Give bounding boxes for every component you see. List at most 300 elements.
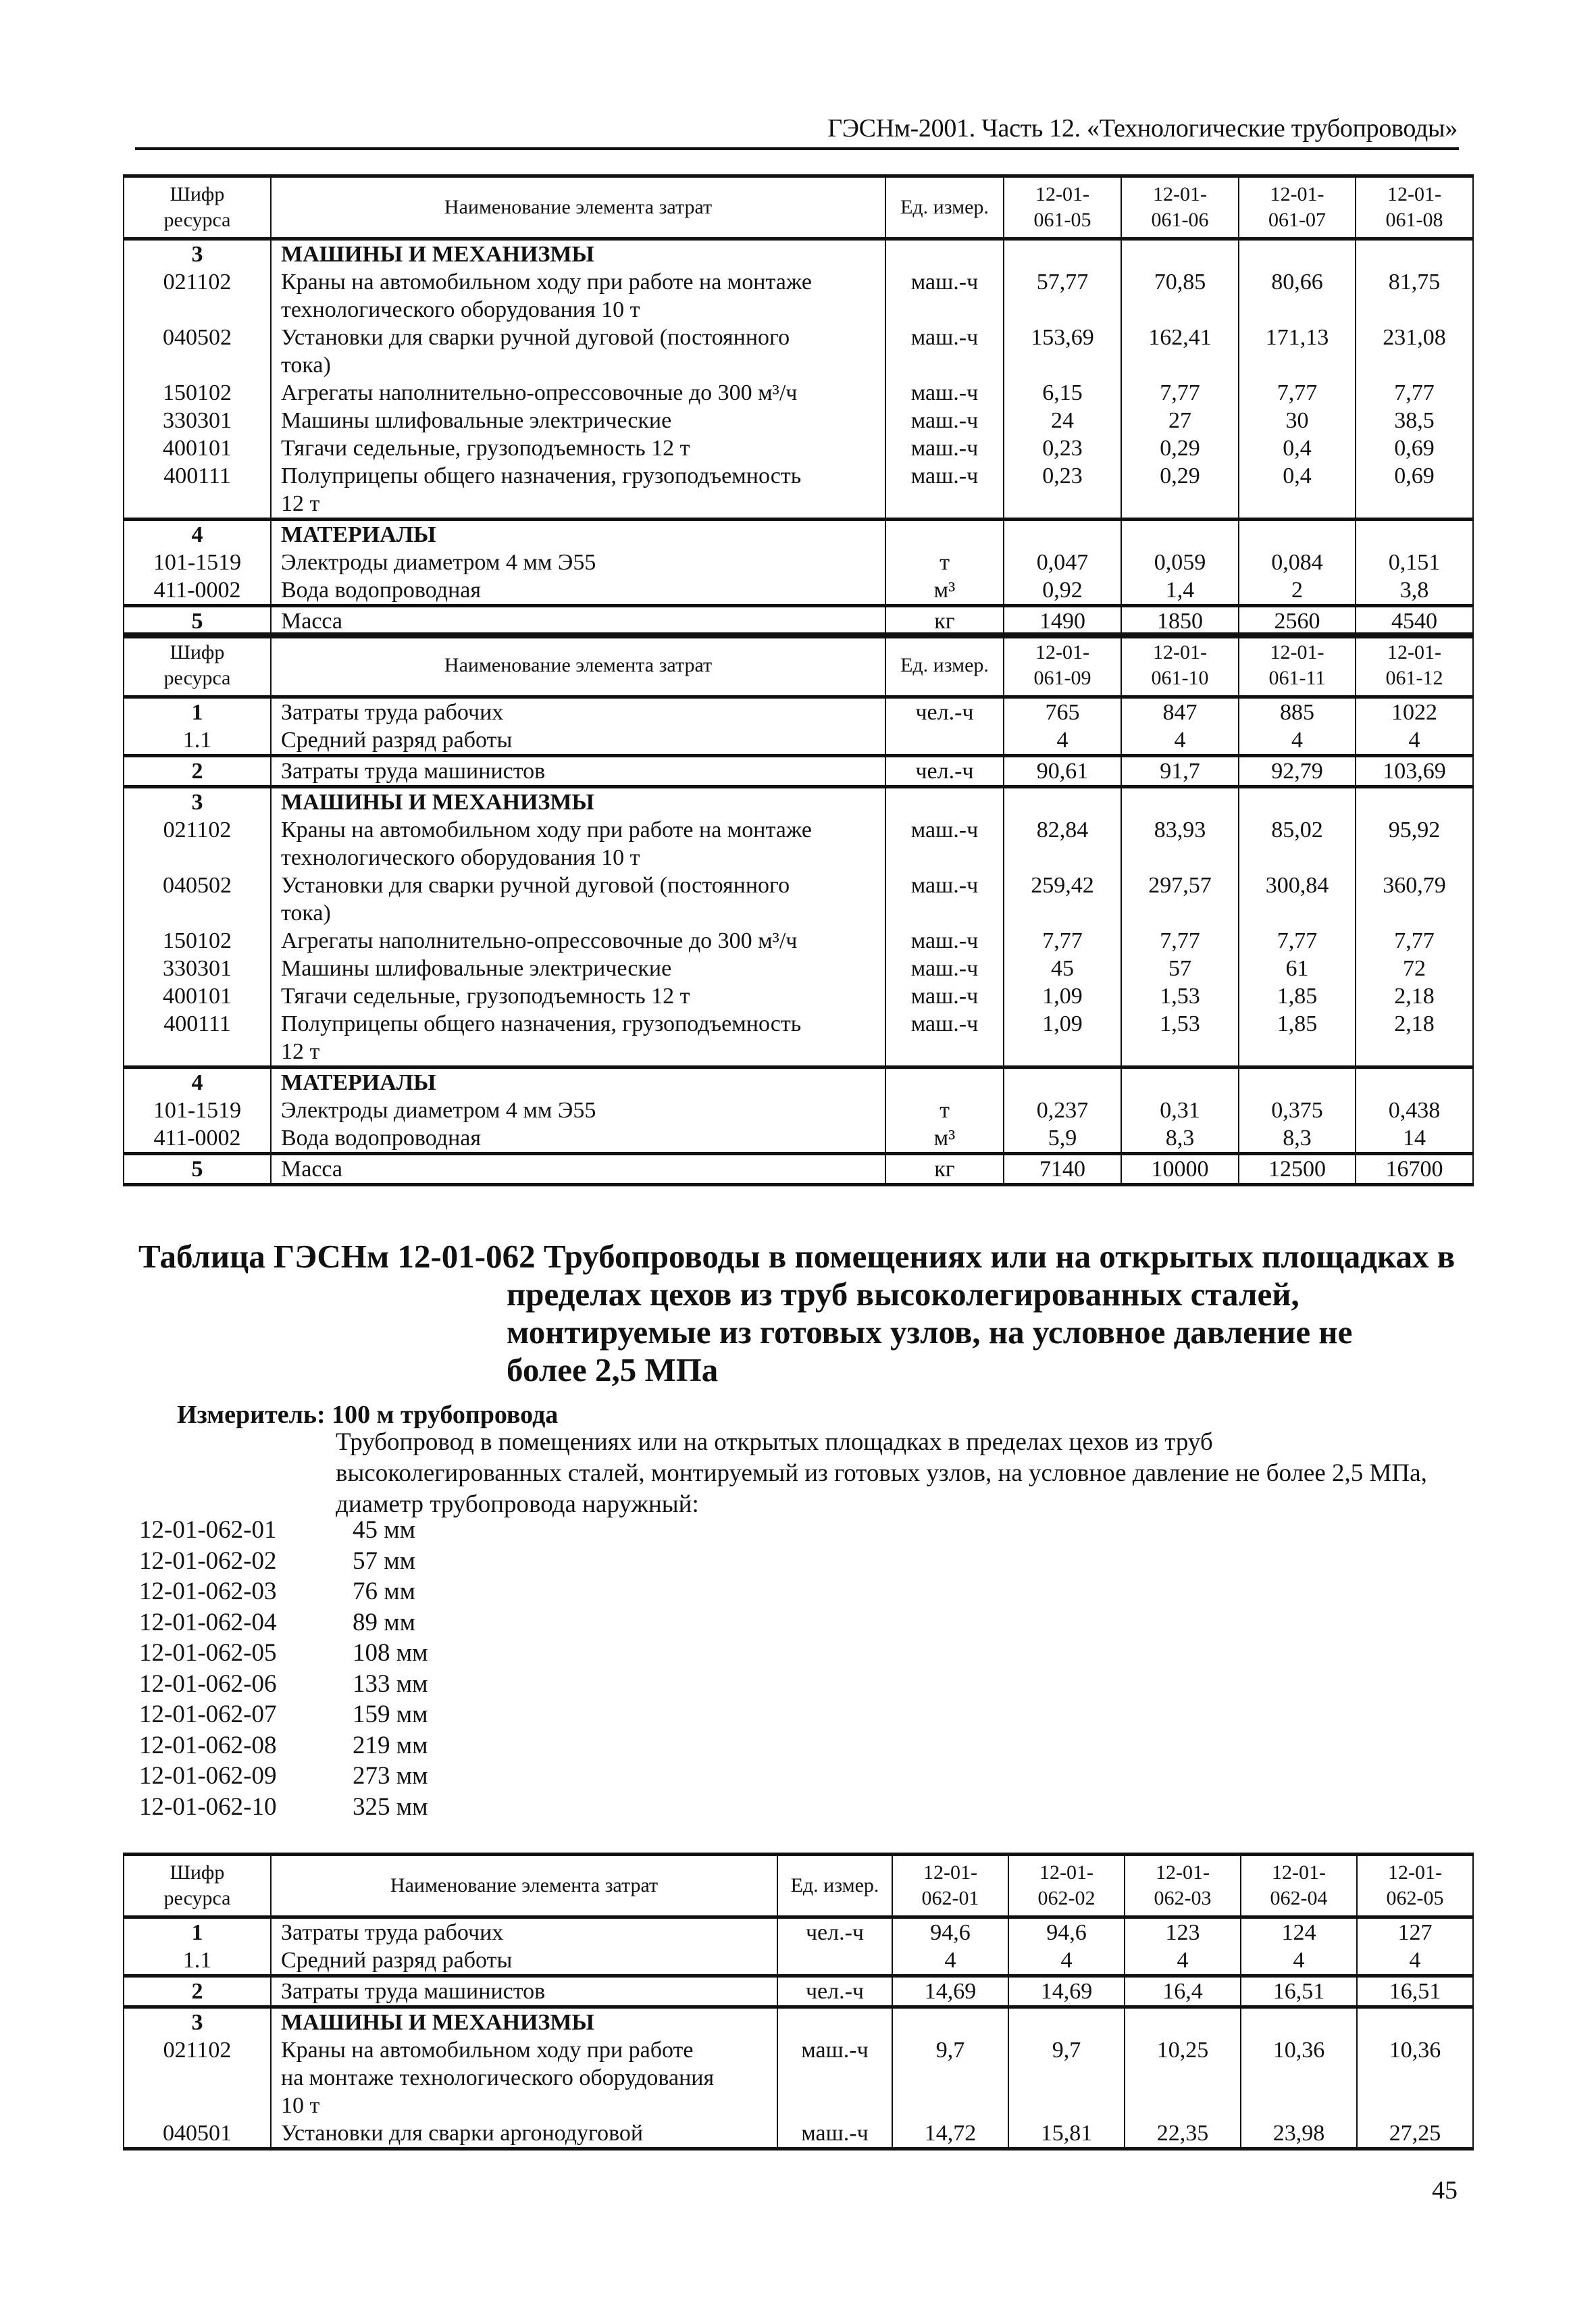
norm-value: 10,36 — [1357, 2036, 1473, 2119]
norm-value: 7,77 — [1121, 379, 1239, 407]
norm-value — [892, 2007, 1008, 2037]
norm-value — [1004, 787, 1121, 817]
norm-code-item — [139, 1761, 428, 1792]
cost-element-name-line: 10 т — [281, 2093, 320, 2118]
norm-value: 6,15 — [1004, 379, 1121, 407]
cost-element-name-line: тока) — [281, 353, 331, 378]
table-row — [124, 816, 1473, 872]
norm-value: 14,69 — [1008, 1976, 1125, 2007]
resource-code: 4 — [124, 1067, 271, 1097]
norm-value — [1121, 787, 1239, 817]
table-row — [124, 872, 1473, 927]
norm-value: 72 — [1356, 955, 1473, 982]
pipe-diameter: 76 мм — [353, 1578, 416, 1605]
cost-element-name-line: МАТЕРИАЛЫ — [281, 522, 436, 547]
col-header-norm-code-line: 12-01- — [1388, 1861, 1442, 1884]
col-header-norm-code-line: 061-07 — [1268, 209, 1326, 231]
pipe-diameter: 273 мм — [353, 1762, 428, 1790]
norm-code-item — [139, 1638, 428, 1669]
norm-value — [1008, 2007, 1125, 2037]
norm-value — [1356, 1067, 1473, 1097]
col-header-unit: Ед. измер. — [885, 634, 1004, 697]
cost-element-name — [271, 1010, 885, 1067]
norm-value: 4540 — [1356, 606, 1473, 637]
norm-value: 9,7 — [892, 2036, 1008, 2119]
norm-value: 10,25 — [1125, 2036, 1241, 2119]
table-row — [124, 434, 1473, 462]
norm-code-list — [139, 1515, 428, 1822]
norm-value: 103,69 — [1356, 756, 1473, 787]
col-header-code-line: Шифр — [170, 1861, 225, 1884]
cost-element-name — [271, 787, 885, 817]
work-description: Трубопровод в помещениях или на открытых площадках в пределах цехов из труб высоколегированных сталей, монтируемый из готовых узлов, на условное давление не более 2,5 МПа, диаметр трубопровода наружный: — [336, 1428, 1427, 1518]
unit-of-measure: чел.-ч — [885, 756, 1004, 787]
cost-element-name-line: Электроды диаметром 4 мм Э55 — [281, 550, 596, 575]
norm-value — [1004, 239, 1121, 269]
norm-table-062-01-05 — [123, 1853, 1474, 2150]
resource-code: 150102 — [124, 927, 271, 955]
resource-code: 400101 — [124, 434, 271, 462]
norm-value: 22,35 — [1125, 2119, 1241, 2149]
resource-code: 1.1 — [124, 726, 271, 756]
norm-code-item — [139, 1546, 428, 1577]
norm-code: 12-01-062-06 — [139, 1669, 277, 1698]
unit-of-measure: маш.-ч — [885, 268, 1004, 324]
col-header-code-line: ресурса — [163, 1887, 231, 1909]
resource-code: 411-0002 — [124, 576, 271, 606]
norm-value: 0,237 — [1004, 1097, 1121, 1124]
norm-value: 15,81 — [1008, 2119, 1125, 2149]
col-header-norm-code-line: 061-12 — [1385, 667, 1443, 689]
unit-of-measure: маш.-ч — [885, 1010, 1004, 1067]
resource-code: 3 — [124, 2007, 271, 2037]
cost-element-name — [271, 697, 885, 727]
norm-value: 0,31 — [1121, 1097, 1239, 1124]
pipe-diameter: 159 мм — [353, 1701, 428, 1728]
table-row — [124, 1154, 1473, 1185]
cost-element-name-line: Затраты труда рабочих — [281, 1920, 504, 1945]
cost-element-name-line: тока) — [281, 901, 331, 926]
col-header-name: Наименование элемента затрат — [271, 1855, 777, 1917]
norm-value: 1,4 — [1121, 576, 1239, 606]
cost-element-name — [271, 576, 885, 606]
norm-code-item — [139, 1669, 428, 1700]
norm-value: 0,375 — [1239, 1097, 1356, 1124]
norm-value: 16,51 — [1357, 1976, 1473, 2007]
norm-value: 10000 — [1121, 1154, 1239, 1185]
norm-value: 91,7 — [1121, 756, 1239, 787]
norm-value: 24 — [1004, 407, 1121, 434]
cost-element-name-line: Затраты труда машинистов — [281, 759, 546, 784]
resource-code: 5 — [124, 606, 271, 637]
norm-value — [1239, 787, 1356, 817]
norm-value: 2560 — [1239, 606, 1356, 637]
norm-value: 90,61 — [1004, 756, 1121, 787]
page-number: 45 — [1432, 2176, 1458, 2205]
table-row — [124, 726, 1473, 756]
norm-value: 2,18 — [1356, 982, 1473, 1010]
norm-value: 27 — [1121, 407, 1239, 434]
norm-value: 1,85 — [1239, 1010, 1356, 1067]
col-header-unit: Ед. измер. — [777, 1855, 892, 1917]
col-header-unit: Ед. измер. — [885, 176, 1004, 239]
col-header-norm-code-line: 062-05 — [1386, 1887, 1444, 1909]
cost-element-name — [271, 462, 885, 520]
unit-of-measure: маш.-ч — [885, 955, 1004, 982]
resource-code: 2 — [124, 1976, 271, 2007]
norm-value: 153,69 — [1004, 324, 1121, 379]
norm-value — [1357, 2007, 1473, 2037]
norm-value: 847 — [1121, 697, 1239, 727]
norm-value: 1022 — [1356, 697, 1473, 727]
cost-element-name-line: Средний разряд работы — [281, 728, 513, 753]
norm-value: 30 — [1239, 407, 1356, 434]
cost-element-name-line: Краны на автомобильном ходу при работе — [281, 2038, 694, 2063]
unit-of-measure: кг — [885, 1154, 1004, 1185]
cost-element-name-line: Агрегаты наполнительно-опрессовочные до 300 м³/ч — [281, 380, 798, 405]
cost-element-name-line: Масса — [281, 609, 343, 634]
col-header-code — [124, 176, 271, 239]
norm-table-061-09-12 — [123, 632, 1474, 1186]
col-header-norm-code — [1004, 176, 1121, 239]
col-header-norm-code-line: 061-11 — [1268, 667, 1326, 689]
norm-value — [1239, 239, 1356, 269]
norm-code-item — [139, 1515, 428, 1546]
norm-value: 7,77 — [1239, 379, 1356, 407]
table-row — [124, 1946, 1473, 1976]
unit-of-measure — [777, 1946, 892, 1976]
table-row — [124, 697, 1473, 727]
norm-value — [1241, 2007, 1357, 2037]
cost-element-name — [271, 407, 885, 434]
norm-code-item — [139, 1730, 428, 1761]
col-header-norm-code-line: 061-06 — [1151, 209, 1209, 231]
cost-element-name-line: Полуприцепы общего назначения, грузоподъемность — [281, 1011, 802, 1036]
cost-element-name-line: Масса — [281, 1157, 343, 1182]
table-row — [124, 2036, 1473, 2119]
section-group-row — [124, 239, 1473, 269]
unit-of-measure: маш.-ч — [777, 2036, 892, 2119]
cost-element-name — [271, 434, 885, 462]
cost-element-name — [271, 756, 885, 787]
norm-code: 12-01-062-10 — [139, 1792, 277, 1821]
norm-value: 1490 — [1004, 606, 1121, 637]
norm-value: 12500 — [1239, 1154, 1356, 1185]
norm-value: 4 — [1357, 1946, 1473, 1976]
table-row — [124, 576, 1473, 606]
norm-value: 38,5 — [1356, 407, 1473, 434]
norm-value: 27,25 — [1357, 2119, 1473, 2149]
col-header-code-line: ресурса — [163, 667, 231, 689]
norm-value — [1356, 787, 1473, 817]
col-header-norm-code-line: 061-08 — [1385, 209, 1443, 231]
cost-element-name-line: 12 т — [281, 491, 320, 516]
col-header-norm-code-line: 12-01- — [1156, 1861, 1210, 1884]
table-row — [124, 549, 1473, 576]
cost-element-name — [271, 2007, 777, 2037]
section-title-line: более 2,5 МПа — [507, 1351, 719, 1388]
resource-code: 1 — [124, 697, 271, 727]
norm-value: 8,3 — [1239, 1124, 1356, 1154]
norm-value: 2 — [1239, 576, 1356, 606]
unit-of-measure: кг — [885, 606, 1004, 637]
resource-code: 411-0002 — [124, 1124, 271, 1154]
col-header-norm-code-line: 12-01- — [923, 1861, 977, 1884]
cost-element-name — [271, 955, 885, 982]
norm-code-item — [139, 1699, 428, 1730]
resource-code: 021102 — [124, 268, 271, 324]
norm-value — [1239, 1067, 1356, 1097]
norm-value: 0,69 — [1356, 434, 1473, 462]
col-header-name: Наименование элемента затрат — [271, 634, 885, 697]
cost-element-name-line: Установки для сварки аргонодуговой — [281, 2121, 644, 2146]
unit-of-measure: маш.-ч — [885, 462, 1004, 520]
norm-value: 0,4 — [1239, 462, 1356, 520]
norm-value: 4 — [1241, 1946, 1357, 1976]
section-group-row — [124, 520, 1473, 549]
cost-element-name-line: технологического оборудования 10 т — [281, 297, 640, 322]
table-row — [124, 756, 1473, 787]
col-header-norm-code — [1241, 1855, 1357, 1917]
norm-value: 127 — [1357, 1917, 1473, 1947]
col-header-norm-code-line: 061-10 — [1151, 667, 1209, 689]
col-header-norm-code — [1125, 1855, 1241, 1917]
norm-value — [1004, 1067, 1121, 1097]
resource-code: 1.1 — [124, 1946, 271, 1976]
section-title-line: монтируемые из готовых узлов, на условное давление не — [507, 1313, 1353, 1351]
cost-element-name-line: Агрегаты наполнительно-опрессовочные до 300 м³/ч — [281, 928, 798, 953]
norm-value: 123 — [1125, 1917, 1241, 1947]
norm-value — [1356, 520, 1473, 549]
resource-code: 3 — [124, 239, 271, 269]
resource-code: 040502 — [124, 872, 271, 927]
resource-code: 1 — [124, 1917, 271, 1947]
col-header-norm-code-line: 12-01- — [1387, 183, 1441, 205]
norm-code: 12-01-062-05 — [139, 1639, 277, 1667]
norm-value: 16700 — [1356, 1154, 1473, 1185]
norm-value: 7,77 — [1356, 379, 1473, 407]
norm-value: 16,4 — [1125, 1976, 1241, 2007]
norm-value: 297,57 — [1121, 872, 1239, 927]
norm-value: 14,72 — [892, 2119, 1008, 2149]
col-header-norm-code-line: 062-03 — [1154, 1887, 1212, 1909]
norm-value: 4 — [1004, 726, 1121, 756]
norm-value: 4 — [1356, 726, 1473, 756]
norm-value: 0,29 — [1121, 462, 1239, 520]
section-title — [138, 1238, 1462, 1389]
col-header-norm-code-line: 12-01- — [1272, 1861, 1326, 1884]
col-header-norm-code — [892, 1855, 1008, 1917]
norm-code: 12-01-062-04 — [139, 1608, 277, 1636]
unit-of-measure: маш.-ч — [885, 816, 1004, 872]
resource-code: 400111 — [124, 462, 271, 520]
section-title-line: пределах цехов из труб высоколегированных сталей, — [507, 1276, 1299, 1313]
norm-value: 61 — [1239, 955, 1356, 982]
resource-code: 040502 — [124, 324, 271, 379]
norm-value — [1121, 1067, 1239, 1097]
cost-element-name-line: МАШИНЫ И МЕХАНИЗМЫ — [281, 2010, 594, 2035]
col-header-norm-code-line: 12-01- — [1039, 1861, 1093, 1884]
resource-code: 101-1519 — [124, 1097, 271, 1124]
cost-element-name-line: Полуприцепы общего назначения, грузоподъемность — [281, 463, 802, 488]
norm-value: 0,69 — [1356, 462, 1473, 520]
resource-code: 101-1519 — [124, 549, 271, 576]
norm-value: 765 — [1004, 697, 1121, 727]
cost-element-name — [271, 1976, 777, 2007]
col-header-norm-code-line: 062-04 — [1270, 1887, 1328, 1909]
norm-code-item — [139, 1576, 428, 1607]
table-row — [124, 379, 1473, 407]
norm-value: 162,41 — [1121, 324, 1239, 379]
cost-element-name — [271, 239, 885, 269]
running-header: ГЭСНм-2001. Часть 12. «Технологические трубопроводы» — [827, 114, 1458, 143]
cost-element-name — [271, 2036, 777, 2119]
cost-element-name — [271, 816, 885, 872]
norm-value: 45 — [1004, 955, 1121, 982]
norm-value: 0,4 — [1239, 434, 1356, 462]
col-header-norm-code — [1356, 634, 1473, 697]
cost-element-name-line: Вода водопроводная — [281, 1126, 481, 1151]
col-header-norm-code-line: 12-01- — [1270, 183, 1324, 205]
header-rule — [135, 147, 1459, 150]
norm-value: 92,79 — [1239, 756, 1356, 787]
col-header-norm-code — [1004, 634, 1121, 697]
norm-value: 4 — [1125, 1946, 1241, 1976]
norm-value: 85,02 — [1239, 816, 1356, 872]
norm-value: 0,059 — [1121, 549, 1239, 576]
norm-value: 885 — [1239, 697, 1356, 727]
cost-element-name — [271, 1917, 777, 1947]
col-header-norm-code-line: 061-09 — [1033, 667, 1091, 689]
norm-value: 4 — [1239, 726, 1356, 756]
unit-of-measure: т — [885, 1097, 1004, 1124]
resource-code: 2 — [124, 756, 271, 787]
pipe-diameter: 89 мм — [353, 1608, 416, 1636]
norm-value: 1850 — [1121, 606, 1239, 637]
col-header-code-line: Шифр — [170, 183, 225, 205]
section-group-row — [124, 787, 1473, 817]
norm-value: 94,6 — [1008, 1917, 1125, 1947]
norm-value: 95,92 — [1356, 816, 1473, 872]
norm-value: 3,8 — [1356, 576, 1473, 606]
cost-element-name-line: на монтаже технологического оборудования — [281, 2065, 715, 2090]
unit-of-measure: м³ — [885, 576, 1004, 606]
cost-element-name-line: 12 т — [281, 1039, 320, 1064]
unit-of-measure — [885, 1067, 1004, 1097]
norm-code-item — [139, 1792, 428, 1823]
col-header-norm-code — [1239, 176, 1356, 239]
cost-element-name-line: технологического оборудования 10 т — [281, 845, 640, 870]
norm-value — [1121, 520, 1239, 549]
unit-of-measure: маш.-ч — [885, 434, 1004, 462]
cost-element-name — [271, 1124, 885, 1154]
resource-code: 021102 — [124, 2036, 271, 2119]
col-header-norm-code-line: 12-01- — [1035, 641, 1089, 663]
cost-element-name-line: Затраты труда рабочих — [281, 700, 504, 725]
unit-of-measure: маш.-ч — [885, 982, 1004, 1010]
norm-value: 10,36 — [1241, 2036, 1357, 2119]
norm-value — [1004, 520, 1121, 549]
unit-of-measure — [885, 239, 1004, 269]
cost-element-name — [271, 2119, 777, 2149]
norm-value: 8,3 — [1121, 1124, 1239, 1154]
unit-of-measure: чел.-ч — [885, 697, 1004, 727]
norm-value: 80,66 — [1239, 268, 1356, 324]
table-row — [124, 1010, 1473, 1067]
cost-element-name — [271, 726, 885, 756]
cost-element-name-line: Затраты труда машинистов — [281, 1979, 546, 2004]
norm-value: 124 — [1241, 1917, 1357, 1947]
col-header-norm-code — [1121, 634, 1239, 697]
unit-of-measure — [885, 787, 1004, 817]
cost-element-name-line: Установки для сварки ручной дуговой (постоянного — [281, 325, 790, 350]
col-header-norm-code — [1008, 1855, 1125, 1917]
pipe-diameter: 325 мм — [353, 1792, 428, 1821]
resource-code: 021102 — [124, 816, 271, 872]
pipe-diameter: 219 мм — [353, 1731, 428, 1759]
col-header-code-line: ресурса — [163, 209, 231, 231]
col-header-norm-code — [1356, 176, 1473, 239]
norm-value: 300,84 — [1239, 872, 1356, 927]
resource-code: 040501 — [124, 2119, 271, 2149]
table-row — [124, 1097, 1473, 1124]
cost-element-name — [271, 268, 885, 324]
table-row — [124, 324, 1473, 379]
col-header-code — [124, 634, 271, 697]
norm-value: 14,69 — [892, 1976, 1008, 2007]
norm-code: 12-01-062-02 — [139, 1546, 277, 1575]
col-header-norm-code — [1239, 634, 1356, 697]
cost-element-name — [271, 1067, 885, 1097]
resource-code: 3 — [124, 787, 271, 817]
table-row — [124, 2119, 1473, 2149]
table-header-row — [124, 634, 1473, 697]
cost-element-name — [271, 549, 885, 576]
norm-value: 70,85 — [1121, 268, 1239, 324]
norm-value: 82,84 — [1004, 816, 1121, 872]
norm-table-061-05-08 — [123, 174, 1474, 638]
table-row — [124, 1976, 1473, 2007]
section-title-line: Таблица ГЭСНм 12-01-062 Трубопроводы в помещениях или на открытых площадках в — [138, 1238, 1456, 1275]
section-group-row — [124, 2007, 1473, 2037]
unit-of-measure: маш.-ч — [777, 2119, 892, 2149]
resource-code: 400101 — [124, 982, 271, 1010]
pipe-diameter: 133 мм — [353, 1669, 428, 1698]
norm-value: 7,77 — [1004, 927, 1121, 955]
norm-code: 12-01-062-08 — [139, 1731, 277, 1759]
norm-value: 0,23 — [1004, 434, 1121, 462]
cost-element-name-line: МАШИНЫ И МЕХАНИЗМЫ — [281, 790, 594, 815]
col-header-norm-code-line: 12-01- — [1035, 183, 1089, 205]
norm-value: 0,151 — [1356, 549, 1473, 576]
unit-of-measure: маш.-ч — [885, 927, 1004, 955]
cost-element-name — [271, 982, 885, 1010]
norm-code: 12-01-062-09 — [139, 1762, 277, 1790]
norm-value: 83,93 — [1121, 816, 1239, 872]
norm-value: 0,92 — [1004, 576, 1121, 606]
norm-value: 1,53 — [1121, 1010, 1239, 1067]
pipe-diameter: 57 мм — [353, 1546, 416, 1575]
cost-element-name-line: Краны на автомобильном ходу при работе на монтаже — [281, 270, 813, 295]
cost-element-name-line: Установки для сварки ручной дуговой (постоянного — [281, 873, 790, 898]
table-row — [124, 268, 1473, 324]
norm-value: 57,77 — [1004, 268, 1121, 324]
norm-value: 0,084 — [1239, 549, 1356, 576]
norm-code: 12-01-062-01 — [139, 1516, 277, 1544]
norm-value: 7,77 — [1356, 927, 1473, 955]
norm-value: 2,18 — [1356, 1010, 1473, 1067]
measure-unit: Измеритель: 100 м трубопровода — [177, 1401, 559, 1429]
